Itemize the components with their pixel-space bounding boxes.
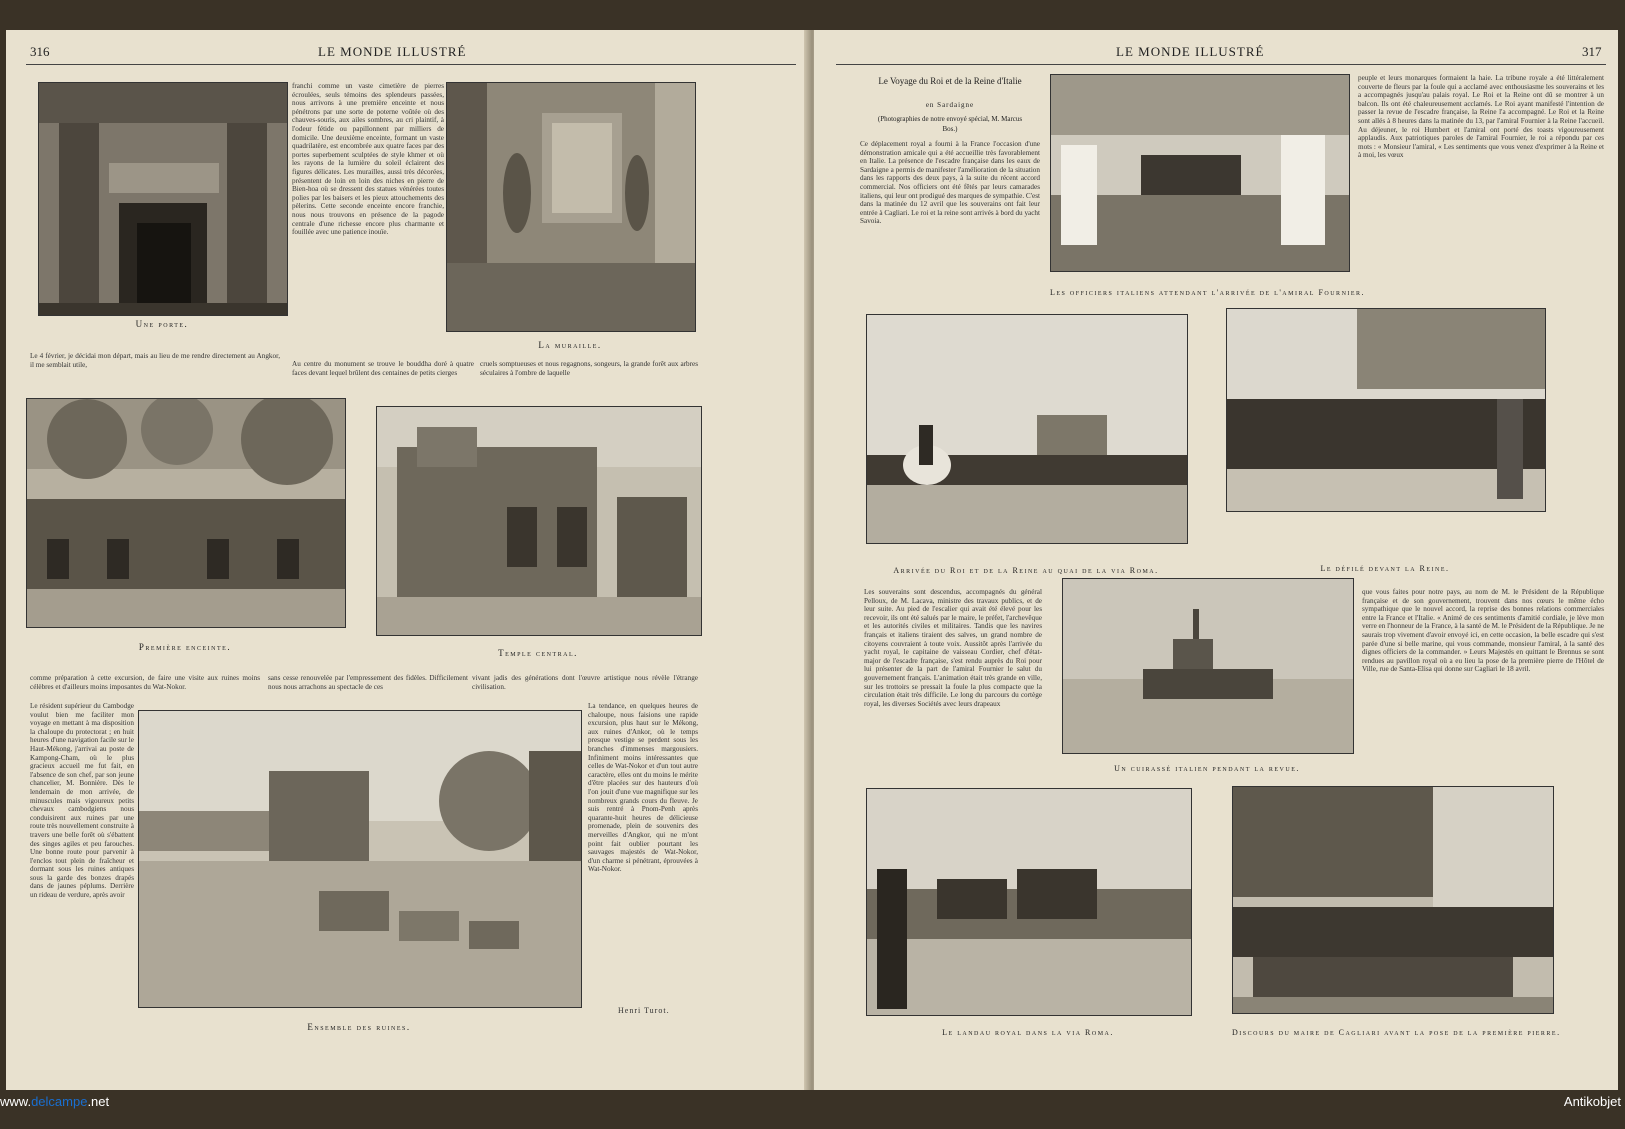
text-paragraph: comme préparation à cette excursion, de faire une visite aux ruines moins célèbres et d'ailleurs moins imposantes du Wat-Nokor.	[30, 674, 260, 691]
text-column: que vous faites pour notre pays, au nom de M. le Président de la République française et de son gouvernement, trouvent dans nos cœurs le même écho sympathique que le nouvel accord, la reprise des bonnes relations commerciales entre la France et l'Italie. « Animé de ces sentiments d'amitié cordiale, je lève mon verre en l'honneur de la France, à la santé de M. le Président de la République. Je ne saurais trop vivement d'avoir envoyé ici, en cette occasion, la belle escadre qui s'est parée d'une si belle marine, qui vous commande, monsieur l'amiral, à la santé des dignes officiers de la commander. » Leurs Majestés en quittant le Brennus se sont rendues au pavillon royal où a eu lieu la pose de la première pierre de l'Hôtel de Ville, rue de Santa-Elisa qui donne sur Cagliari le 18 avril.	[1362, 588, 1604, 674]
text-paragraph: sans cesse renouvelée par l'empressement des fidèles. Difficilement nous nous arrachons au spectacle de ces	[268, 674, 468, 691]
article-title: Le Voyage du Roi et de la Reine d'Italie	[878, 76, 1022, 86]
photo-officiers-italiens	[1050, 74, 1350, 272]
caption-premiere-enceinte: Première enceinte.	[138, 642, 232, 652]
seller-watermark: Antikobjet	[1563, 1094, 1621, 1109]
caption-defile: Le défilé devant la Reine.	[1320, 564, 1450, 573]
caption-cuirasse: Un cuirassé italien pendant la revue.	[1114, 764, 1300, 773]
header-rule	[26, 64, 796, 65]
watermark-suffix: .net	[87, 1094, 110, 1109]
photo-landau-royal	[866, 788, 1192, 1016]
text-column: Ce déplacement royal a fourni à la France l'occasion d'une démonstration amicale qui a été accueillie très favorablement en Italie. La présence de l'escadre française dans les eaux de Sardaigne a permis de manifester l'amélioration de la situation dans les rapports des deux pays, à la suite du récent accord commercial. Nos officiers ont été fêtés par leurs camarades italiens, qui leur ont prodigué des marques de sympathie. C'est dans la matinée du 12 avril que les souverains ont fait leur entrée à Cagliari. Le roi et la reine sont arrivés à bord du yacht Savoia.	[860, 140, 1040, 226]
photo-la-muraille	[446, 82, 696, 332]
watermark-brand: delcampe	[31, 1094, 88, 1109]
magazine-spread	[6, 30, 1618, 1090]
text-column: franchi comme un vaste cimetière de pierres écroulées, seuls témoins des splendeurs passées, nous arrivons à une première enceinte et nous pénétrons par une sorte de poterne voûtée où des chauves-souris, aux ailes sombres, au cri plaintif, à l'odeur fétide ou papillonnent par milliers de domicile. Une deuxième enceinte, formant un vaste quadrilatère, est encombrée aux quatre faces par des portes superbement sculptées de style khmer et où les rayons de la lumière du soleil éclairent des figures délicates. Les murailles, aussi très décorées, présentent de loin en loin des niches en pierre de Bien-hoa où se dressent des statues vénérées toutes polies par les baisers et les pieux attouchements des pèlerins. Cette seconde enceinte encore franchie, nous nous trouvons en présence de la pagode centrale d'une richesse encore plus charmante et fouillée avec une patience inouïe.	[292, 82, 444, 237]
article-subtitle: en Sardaigne	[925, 101, 975, 109]
photo-discours-maire	[1232, 786, 1554, 1014]
photo-arrivee-du-roi	[866, 314, 1188, 544]
author-signature: Henri Turot.	[618, 1006, 670, 1015]
caption-discours: Discours du maire de Cagliari avant la pose de la première pierre.	[1232, 1028, 1561, 1037]
page-number: 316	[30, 44, 50, 59]
photo-ensemble-des-ruines	[138, 710, 582, 1008]
running-head: LE MONDE ILLUSTRÉ	[318, 44, 467, 59]
caption-arrivee: Arrivée du Roi et de la Reine au quai de la via Roma.	[893, 566, 1159, 575]
photo-credit: (Photographies de notre envoyé spécial, M. Marcus Bos.)	[877, 115, 1023, 133]
caption-la-muraille: La muraille.	[538, 340, 602, 350]
caption-landau: Le landau royal dans la via Roma.	[942, 1028, 1114, 1037]
text-column: peuple et leurs monarques formaient la haie. La tribune royale a été littéralement couverte de fleurs par la foule qui a acclamé avec enthousiasme les souverains et les a accompagnés jusqu'au palais royal. Le Roi et la Reine ont dû se montrer à un balcon. Ils ont été chaleureusement acclamés. Le Roi ayant manifesté l'intention de passer la revue de l'escadre française, la Reine l'a accompagné. Le Roi et la Reine sont allés à 8 heures dans la matinée du 13, par l'amiral Fournier à la Reine l'accueil. Au déjeuner, le roi Humbert et l'amiral ont porté des toasts vigoureusement applaudis. Aux patriotiques paroles de l'amiral Fournier, le roi a répondu par ces mots : « Monsieur l'amiral, « Les sentiments que vous venez d'exprimer à la Reine et à moi, les vœux	[1358, 74, 1604, 160]
caption-officiers: Les officiers italiens attendant l'arrivée de l'amiral Fournier.	[1050, 288, 1366, 297]
page-number: 317	[1582, 44, 1602, 59]
delcampe-watermark	[0, 1094, 109, 1109]
photo-une-porte	[38, 82, 288, 316]
caption-une-porte: Une porte.	[135, 319, 189, 329]
text-paragraph: cruels somptueuses et nous regagnons, songeurs, la grande forêt aux arbres séculaires à l'ombre de laquelle	[480, 360, 698, 377]
left-page	[6, 30, 810, 1090]
text-paragraph: vivant jadis des générations dont l'œuvre artistique nous révèle l'étrange civilisation.	[472, 674, 698, 691]
photo-premiere-enceinte	[26, 398, 346, 628]
text-column: Le résident supérieur du Cambodge voulut bien me faciliter mon voyage en mettant à ma disposition la chaloupe du protectorat ; en huit heures d'une navigation facile sur le Haut-Mékong, j'arrivai au poste de Kampong-Cham, où le plus gracieux accueil me fut fait, en l'absence de son chef, par son jeune chancelier, M. Bonnière. Dès le lendemain de mon arrivée, de minuscules mais vigoureux petits chevaux cambodgiens nous conduisirent aux ruines par une route très nouvellement construite à travers une belle forêt où s'ébattent des singes agiles et peu farouches. Une bonne route pour parvenir à l'enclos tout plein de fraîcheur et dormant sous les ruines antiques sous la garde des bonzes drapés dans de jaunes péplums. Derrière un rideau de verdure, après avoir	[30, 702, 134, 900]
caption-temple-central: Temple central.	[498, 648, 578, 658]
caption-ensemble-des-ruines: Ensemble des ruines.	[307, 1022, 411, 1032]
photo-temple-central	[376, 406, 702, 636]
watermark-prefix: www.	[0, 1094, 32, 1109]
text-paragraph: Au centre du monument se trouve le bouddha doré à quatre faces devant lequel brûlent des centaines de petits cierges	[292, 360, 474, 377]
text-paragraph: Le 4 février, je décidai mon départ, mais au lieu de me rendre directement au Angkor, il me semblait utile,	[30, 352, 280, 369]
photo-cuirasse	[1062, 578, 1354, 754]
text-column: La tendance, en quelques heures de chaloupe, nous faisions une rapide excursion, plus haut sur le Mékong, aux ruines d'Ankor, où le temps presque vestige se perdent sous les branches d'immenses margousiers. Infiniment moins intéressantes que celles de Wat-Nokor et d'un tout autre caractère, elles ont du moins le mérite d'être placées sur des hauteurs d'où l'on jouit d'une vue magnifique sur les nombreux grands cours du fleuve. Je suis rentré à Pnom-Penh après quarante-huit heures de délicieuse promenade, plein de souvenirs des merveilles d'Angkor, qui ne m'ont point fait oublier pourtant les sauvages majestés de Wat-Nokor, d'un charme si pénétrant, éprouvées à Wat-Nokor.	[588, 702, 698, 874]
right-page	[814, 30, 1618, 1090]
running-head: LE MONDE ILLUSTRÉ	[1116, 44, 1265, 59]
photo-defile	[1226, 308, 1546, 512]
text-column: Les souverains sont descendus, accompagnés du général Pelloux, de M. Lacava, ministre des travaux publics, et de leur suite. Au pied de l'escalier qui avait été élevé pour les recevoir, ils ont été salués par le maire, le préfet, l'archevêque et les autorités civiles et militaires. Tandis que les navires français et italiens tiraient des salves, un grand nombre de citoyens couvraient à toute voix. Aussitôt après l'arrivée du yacht royal, le capitaine de vaisseau Cordier, chef d'état-major de l'escadre française, s'est rendu auprès du Roi pour lui présenter de la part de l'amiral Fournier le salut du gouvernement français. L'animation était très grande en ville, sur les trottoirs se pressait la foule la plus compacte que la circulation était très difficile. Le long du parcours du cortège royal, les diverses Sociétés avec leurs drapeaux	[864, 588, 1042, 708]
header-rule	[836, 64, 1606, 65]
